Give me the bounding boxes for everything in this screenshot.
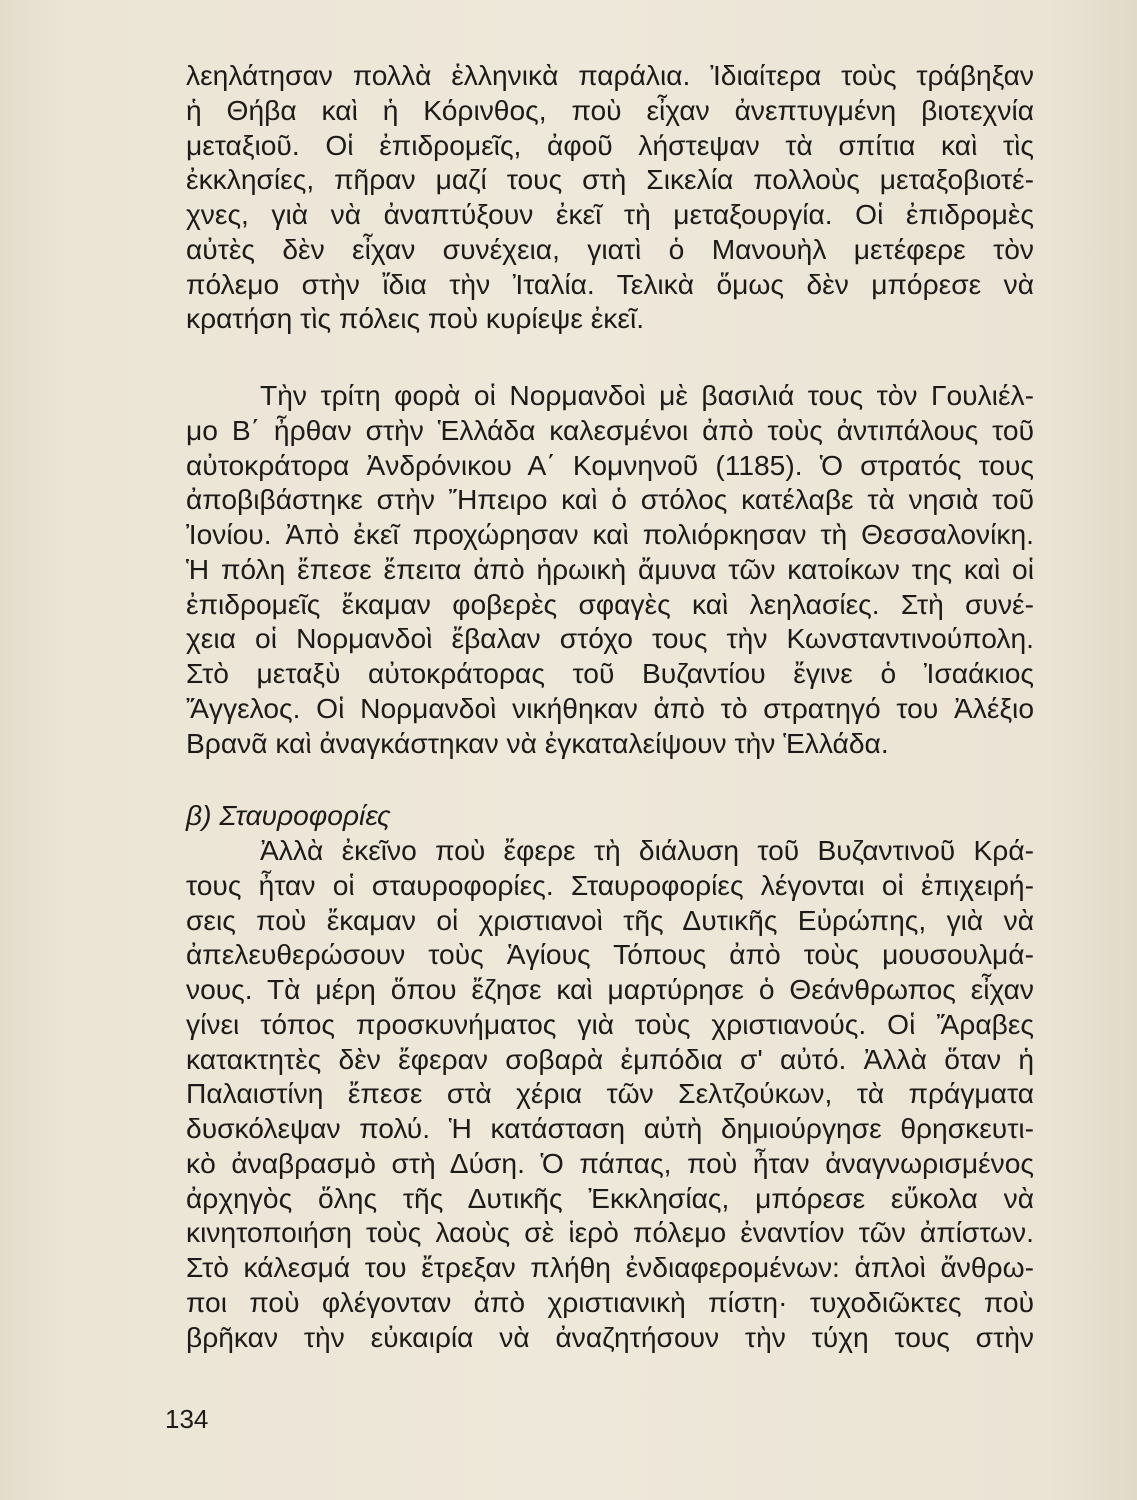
text-line: βρῆκαν τὴν εὐκαιρία νὰ ἀναζητήσουν τὴν τύχη τους στὴν bbox=[186, 1320, 1034, 1353]
page-number: 134 bbox=[165, 1404, 209, 1434]
text-line: λεηλάτησαν πολλὰ ἑλληνικὰ παράλια. Ἰδιαίτερα τοὺς τράβηξαν bbox=[186, 59, 1034, 91]
paragraph-crusades bbox=[186, 833, 1034, 1354]
text-line: κρατήση τὶς πόλεις ποὺ κυρίεψε ἐκεῖ. bbox=[186, 302, 645, 335]
text-line: Ἰονίου. Ἀπὸ ἐκεῖ προχώρησαν καὶ πολιόρκησαν τὴ Θεσσαλονίκη. bbox=[186, 518, 1034, 550]
text-line: ἐκκλησίες, πῆραν μαζί τους στὴ Σικελία πολλοὺς μεταξοβιοτέ- bbox=[186, 163, 1034, 196]
text-line: Ἡ πόλη ἔπεσε ἔπειτα ἀπὸ ἡρωικὴ ἄμυνα τῶν κατοίκων της καὶ οἱ bbox=[186, 552, 1034, 585]
text-line: Ἄγγελος. Οἱ Νορμανδοὶ νικήθηκαν ἀπὸ τὸ στρατηγό του Ἀλέξιο bbox=[186, 691, 1034, 724]
text-line: ἀπελευθερώσουν τοὺς Ἁγίους Τόπους ἀπὸ τοὺς μουσουλμά- bbox=[186, 938, 1034, 971]
text-line: αὐτοκράτορα Ἀνδρόνικου Α΄ Κομνηνοῦ (1185). Ὁ στρατός τους bbox=[186, 448, 1034, 481]
paragraph-normans-second-raid bbox=[186, 58, 1034, 336]
text-line: πόλεμο στὴν ἴδια τὴν Ἰταλία. Τελικὰ ὅμως δὲν μπόρεσε νὰ bbox=[186, 267, 1034, 300]
text-line: Τὴν τρίτη φορὰ οἱ Νορμανδοὶ μὲ βασιλιά τους τὸν Γουλιέλ- bbox=[260, 379, 1034, 411]
text-line: Ἀλλὰ ἐκεῖνο ποὺ ἔφερε τὴ διάλυση τοῦ Βυζαντινοῦ Κρά- bbox=[260, 834, 1034, 866]
text-line: Στὸ κάλεσμά του ἔτρεξαν πλήθη ἐνδιαφερομένων: ἁπλοὶ ἄνθρω- bbox=[186, 1251, 1034, 1283]
text-line: τους ἦταν οἱ σταυροφορίες. Σταυροφορίες λέγονται οἱ ἐπιχειρή- bbox=[186, 868, 1034, 901]
text-line: ἐπιδρομεῖς ἔκαμαν φοβερὲς σφαγὲς καὶ λεηλασίες. Στὴ συνέ- bbox=[186, 587, 1034, 620]
text-line: σεις ποὺ ἔκαμαν οἱ χριστιανοὶ τῆς Δυτικῆς Εὐρώπης, γιὰ νὰ bbox=[186, 903, 1034, 936]
text-line: Βρανᾶ καὶ ἀναγκάστηκαν νὰ ἐγκαταλείψουν τὴν Ἑλλάδα. bbox=[186, 726, 889, 759]
text-line: γίνει τόπος προσκυνήματος γιὰ τοὺς χριστιανούς. Οἱ Ἄραβες bbox=[186, 1007, 1034, 1040]
text-line: μο Β΄ ἦρθαν στὴν Ἑλλάδα καλεσμένοι ἀπὸ τοὺς ἀντιπάλους τοῦ bbox=[186, 413, 1034, 446]
paragraph-normans-third-raid bbox=[186, 378, 1034, 760]
text-line: χνες, γιὰ νὰ ἀναπτύξουν ἐκεῖ τὴ μεταξουργία. Οἱ ἐπιδρομὲς bbox=[186, 198, 1034, 230]
text-line: νους. Τὰ μέρη ὅπου ἔζησε καὶ μαρτύρησε ὁ Θεάνθρωπος εἶχαν bbox=[186, 973, 1034, 1005]
text-line: χεια οἱ Νορμανδοὶ ἔβαλαν στόχο τους τὴν Κωνσταντινούπολη. bbox=[186, 622, 1034, 655]
text-line: ποι ποὺ φλέγονταν ἀπὸ χριστιανικὴ πίστη· τυχοδιῶκτες ποὺ bbox=[186, 1285, 1034, 1318]
text-line: Στὸ μεταξὺ αὐτοκράτορας τοῦ Βυζαντίου ἔγινε ὁ Ἰσαάκιος bbox=[186, 657, 1034, 689]
page-body bbox=[186, 58, 1034, 1354]
text-line: δυσκόλεψαν πολύ. Ἡ κατάσταση αὐτὴ δημιούργησε θρησκευτι- bbox=[186, 1112, 1034, 1144]
text-line: αὐτὲς δὲν εἶχαν συνέχεια, γιατὶ ὁ Μανουὴλ μετέφερε τὸν bbox=[186, 232, 1034, 265]
text-line: κὸ ἀναβρασμὸ στὴ Δύση. Ὁ πάπας, ποὺ ἦταν ἀναγνωρισμένος bbox=[186, 1146, 1034, 1179]
text-line: μεταξιοῦ. Οἱ ἐπιδρομεῖς, ἀφοῦ λήστεψαν τὰ σπίτια καὶ τὶς bbox=[186, 128, 1034, 161]
text-line: κινητοποιήση τοὺς λαοὺς σὲ ἱερὸ πόλεμο ἐναντίον τῶν ἀπίστων. bbox=[186, 1216, 1034, 1249]
text-line: ἀποβιβάστηκε στὴν Ἤπειρο καὶ ὁ στόλος κατέλαβε τὰ νησιὰ τοῦ bbox=[186, 483, 1034, 516]
text-line: Παλαιστίνη ἔπεσε στὰ χέρια τῶν Σελτζούκων, τὰ πράγματα bbox=[186, 1077, 1034, 1110]
text-line: ἀρχηγὸς ὅλης τῆς Δυτικῆς Ἐκκλησίας, μπόρεσε εὔκολα νὰ bbox=[186, 1181, 1034, 1214]
text-line: ἡ Θήβα καὶ ἡ Κόρινθος, ποὺ εἶχαν ἀνεπτυγμένη βιοτεχνία bbox=[186, 93, 1034, 126]
section-heading: β) Σταυροφορίες bbox=[186, 799, 391, 832]
text-line: κατακτητὲς δὲν ἔφεραν σοβαρὰ ἐμπόδια σ' αὐτό. Ἀλλὰ ὅταν ἡ bbox=[186, 1042, 1034, 1075]
